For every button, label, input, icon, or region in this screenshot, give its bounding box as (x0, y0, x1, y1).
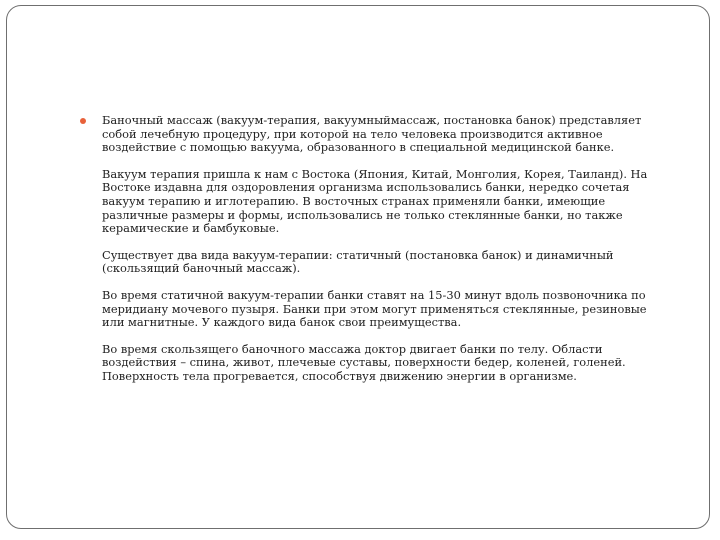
bullet-icon (80, 118, 86, 124)
slide-content (80, 114, 670, 397)
paragraph-dynamic: Во время скользящего баночного массажа доктор двигает банки по телу. Области воздействия – спина, живот, плечевые суставы, поверхности бедер, коленей, голеней. Поверхность тела прогревается, способствуя движению энергии в организме. (102, 341, 626, 383)
paragraph-history: Вакуум терапия пришла к нам с Востока (Япония, Китай, Монголия, Корея, Таиланд). На Востоке издавна для оздоровления организма использовались банки, нередко сочетая вакуум терапию и иглотерапию. В восточных странах применяли банки, имеющие различные размеры и формы, использовались не только стеклянные банки, но также керамические и бамбуковые. (102, 166, 648, 236)
paragraph-types: Существует два вида вакуум-терапии: статичный (постановка банок) и динамичный (скользящий баночный массаж). (102, 247, 614, 276)
paragraph-intro: Баночный массаж (вакуум-терапия, вакуумныймассаж, постановка банок) представляет собой лечебную процедуру, при которой на тело человека производится активное воздействие с помощью вакуума, образованного в специальной медицинской банке. (102, 113, 642, 155)
paragraph-static: Во время статичной вакуум-терапии банки ставят на 15-30 минут вдоль позвоночника по меридиану мочевого пузыря. Банки при этом могут применяться стеклянные, резиновые или магнитные. У каждого вида банок свои преимущества. (102, 287, 647, 330)
bullet-item (80, 114, 670, 384)
